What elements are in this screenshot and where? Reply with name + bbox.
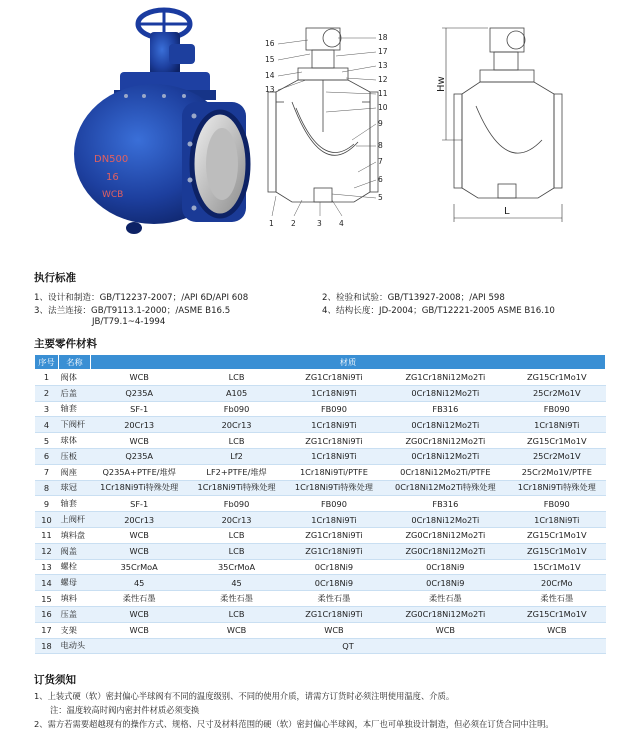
cell-no: 17 [35,622,59,638]
cell-material: 20Cr13 [188,512,285,528]
cell-material: ZG15Cr1Mo1V [508,543,605,559]
cell-material: 20Cr13 [188,417,285,433]
table-row [35,496,606,512]
cell-material: 15Cr1Mo1V [508,559,605,575]
cell-part-name: 填料盘 [59,527,91,543]
materials-table [34,354,606,654]
cell-material: ZG1Cr18Ni9Ti [285,370,382,386]
callout-3: 3 [317,219,322,228]
cell-material: 35CrMoA [91,559,188,575]
cell-material: ZG0Cr18Ni12Mo2Ti [383,543,508,559]
cell-material: ZG15Cr1Mo1V [508,527,605,543]
callout-4: 4 [339,219,344,228]
cell-material: 0Cr18Ni12Mo2Ti特殊处理 [383,480,508,496]
table-row [35,385,606,401]
cell-part-name: 电动头 [59,638,91,654]
cell-material: 35CrMoA [188,559,285,575]
cell-material: 20Cr13 [91,417,188,433]
cell-material: LCB [188,433,285,449]
cell-material: 1Cr18Ni9Ti特殊处理 [188,480,285,496]
standard-item-4: 4、结构长度：JD-2004；GB/T12221-2005 ASME B16.10 [322,306,555,316]
cell-material: QT [91,638,606,654]
dimension-drawing [432,22,567,234]
cell-material: Q235A+PTFE/堆焊 [91,464,188,480]
callout-17: 17 [378,47,388,56]
callout-18: 18 [378,33,388,42]
cell-material: Lf2 [188,448,285,464]
cell-material: 1Cr18Ni9Ti [285,448,382,464]
cell-material: Q235A [91,448,188,464]
table-row [35,401,606,417]
cell-material: 0Cr18Ni12Mo2Ti [383,448,508,464]
table-row [35,433,606,449]
callout-2: 2 [291,219,296,228]
cell-part-name: 轴套 [59,401,91,417]
cell-material: ZG15Cr1Mo1V [508,433,605,449]
cell-no: 16 [35,606,59,622]
cell-material: 1Cr18Ni9Ti特殊处理 [91,480,188,496]
cell-material: 0Cr18Ni9 [383,559,508,575]
casting-mark-pressure: 16 [106,172,119,183]
cell-material: FB090 [285,401,382,417]
cell-material: A105 [188,385,285,401]
ordering-note-1: 1、上装式硬（软）密封偏心半球阀有不同的温度级别、不同的使用介质，请需方订货时必须注明使用温度、介质。 [34,691,455,701]
cell-material: WCB [91,543,188,559]
figures-area [0,0,621,262]
cell-part-name: 后盖 [59,385,91,401]
casting-mark-material: WCB [102,190,124,200]
cell-material: LCB [188,527,285,543]
cell-material: 0Cr18Ni12Mo2Ti [383,417,508,433]
cell-part-name: 支架 [59,622,91,638]
table-body [35,370,606,654]
ordering-heading: 订货须知 [34,674,76,686]
cell-no: 11 [35,527,59,543]
standard-item-5: JB/T79.1~4-1994 [92,317,166,327]
cell-material: FB316 [383,496,508,512]
cell-no: 12 [35,543,59,559]
cell-material: WCB [285,622,382,638]
cell-no: 5 [35,433,59,449]
cell-part-name: 压盖 [59,606,91,622]
table-row [35,575,606,591]
cell-material: 20Cr13 [91,512,188,528]
cell-material: 25Cr2Mo1V [508,448,605,464]
cell-material: 45 [91,575,188,591]
callout-1: 1 [269,219,274,228]
cell-no: 6 [35,448,59,464]
table-row [35,448,606,464]
cell-material: 柔性石墨 [508,591,605,607]
cell-material: 0Cr18Ni9 [383,575,508,591]
cell-material: 1Cr18Ni9Ti [508,417,605,433]
table-row [35,638,606,654]
cell-material: ZG15Cr1Mo1V [508,370,605,386]
callout-12: 12 [378,75,388,84]
header-material: 材质 [91,355,606,370]
cell-material: LCB [188,543,285,559]
cell-material: ZG1Cr18Ni12Mo2Ti [383,370,508,386]
cell-no: 4 [35,417,59,433]
cell-material: LCB [188,370,285,386]
cell-material: WCB [91,606,188,622]
cell-material: WCB [91,370,188,386]
cell-no: 1 [35,370,59,386]
cell-material: FB090 [508,496,605,512]
cell-material: 1Cr18Ni9Ti/PTFE [285,464,382,480]
cell-material: 1Cr18Ni9Ti特殊处理 [285,480,382,496]
header-no: 序号 [35,355,59,370]
cell-material: ZG1Cr18Ni9Ti [285,433,382,449]
cell-no: 15 [35,591,59,607]
callout-14: 14 [265,71,275,80]
table-header-row [35,355,606,370]
standard-item-1: 1、设计和制造：GB/T12237-2007；/API 6D/API 608 [34,293,249,303]
cell-no: 18 [35,638,59,654]
table-row [35,622,606,638]
callout-8: 8 [378,141,383,150]
cell-material: ZG0Cr18Ni12Mo2Ti [383,527,508,543]
cell-material: Fb090 [188,496,285,512]
cell-material: 0Cr18Ni12Mo2Ti [383,512,508,528]
cell-material: WCB [508,622,605,638]
cell-no: 10 [35,512,59,528]
callout-13-right: 13 [378,61,388,70]
standard-item-2: 2、检验和试验：GB/T13927-2008；/API 598 [322,293,505,303]
table-row [35,512,606,528]
cell-no: 3 [35,401,59,417]
casting-mark-size: DN500 [94,154,129,165]
table-row [35,417,606,433]
cell-part-name: 压板 [59,448,91,464]
cell-material: 柔性石墨 [91,591,188,607]
materials-heading: 主要零件材料 [34,338,97,350]
cell-part-name: 阀体 [59,370,91,386]
cell-material: 柔性石墨 [383,591,508,607]
cell-part-name: 球冠 [59,480,91,496]
callout-7: 7 [378,157,383,166]
cell-material: 0Cr18Ni12Mo2Ti [383,385,508,401]
cell-no: 9 [35,496,59,512]
cell-part-name: 下阀杆 [59,417,91,433]
table-row [35,591,606,607]
cell-part-name: 上阀杆 [59,512,91,528]
cell-material: 0Cr18Ni12Mo2Ti/PTFE [383,464,508,480]
cell-material: FB316 [383,401,508,417]
table-row [35,370,606,386]
ordering-note-remark: 注：温度较高时阀内密封件材质必须变换 [50,705,200,715]
cell-no: 7 [35,464,59,480]
cell-material: ZG1Cr18Ni9Ti [285,527,382,543]
cell-material: WCB [188,622,285,638]
cell-part-name: 轴套 [59,496,91,512]
cell-material: LF2+PTFE/堆焊 [188,464,285,480]
cell-material: 1Cr18Ni9Ti [508,512,605,528]
sectional-drawing [262,22,392,234]
cell-material: 0Cr18Ni9 [285,559,382,575]
callout-10: 10 [378,103,388,112]
cell-material: WCB [91,433,188,449]
cell-material: ZG0Cr18Ni12Mo2Ti [383,433,508,449]
callout-15: 15 [265,55,275,64]
callout-16: 16 [265,39,275,48]
cell-material: Fb090 [188,401,285,417]
cell-part-name: 阀座 [59,464,91,480]
cell-material: ZG15Cr1Mo1V [508,606,605,622]
table-row [35,606,606,622]
cell-material: 45 [188,575,285,591]
callout-11: 11 [378,89,388,98]
table-row [35,464,606,480]
callout-5: 5 [378,193,383,202]
dimension-l: L [504,206,510,217]
cell-material: 柔性石墨 [285,591,382,607]
cell-material: WCB [91,527,188,543]
cell-material: 25Cr2Mo1V/PTFE [508,464,605,480]
cell-material: SF-1 [91,401,188,417]
dimension-hw: Hw [436,76,447,92]
cell-no: 8 [35,480,59,496]
table-row [35,559,606,575]
cell-part-name: 填料 [59,591,91,607]
cell-no: 13 [35,559,59,575]
cell-part-name: 螺母 [59,575,91,591]
table-row [35,527,606,543]
cell-material: 柔性石墨 [188,591,285,607]
cell-material: WCB [383,622,508,638]
cell-material: LCB [188,606,285,622]
cell-material: ZG1Cr18Ni9Ti [285,606,382,622]
cell-material: 1Cr18Ni9Ti [285,385,382,401]
standards-heading: 执行标准 [34,272,76,284]
cell-material: 1Cr18Ni9Ti [285,417,382,433]
cell-material: Q235A [91,385,188,401]
callout-13-left: 13 [265,85,275,94]
callout-9: 9 [378,119,383,128]
cell-no: 14 [35,575,59,591]
table-row [35,543,606,559]
cell-part-name: 螺栓 [59,559,91,575]
cell-material: 25Cr2Mo1V [508,385,605,401]
header-name: 名称 [59,355,91,370]
cell-material: 20CrMo [508,575,605,591]
valve-photo [54,4,264,244]
cell-material: FB090 [508,401,605,417]
standard-item-3: 3、法兰连接：GB/T9113.1-2000；/ASME B16.5 [34,306,231,316]
cell-material: WCB [91,622,188,638]
cell-material: 1Cr18Ni9Ti特殊处理 [508,480,605,496]
ordering-note-2: 2、需方若需要超越现有的操作方式、规格、尺寸及材料范围的硬（软）密封偏心半球阀，本厂也可单独设计制造，但必须在订货合同中注明。 [34,719,554,729]
cell-material: ZG0Cr18Ni12Mo2Ti [383,606,508,622]
cell-material: 1Cr18Ni9Ti [285,512,382,528]
cell-no: 2 [35,385,59,401]
callout-6: 6 [378,175,383,184]
table-row [35,480,606,496]
cell-part-name: 阀盖 [59,543,91,559]
cell-part-name: 球体 [59,433,91,449]
cell-material: 0Cr18Ni9 [285,575,382,591]
cell-material: SF-1 [91,496,188,512]
cell-material: ZG1Cr18Ni9Ti [285,543,382,559]
cell-material: FB090 [285,496,382,512]
